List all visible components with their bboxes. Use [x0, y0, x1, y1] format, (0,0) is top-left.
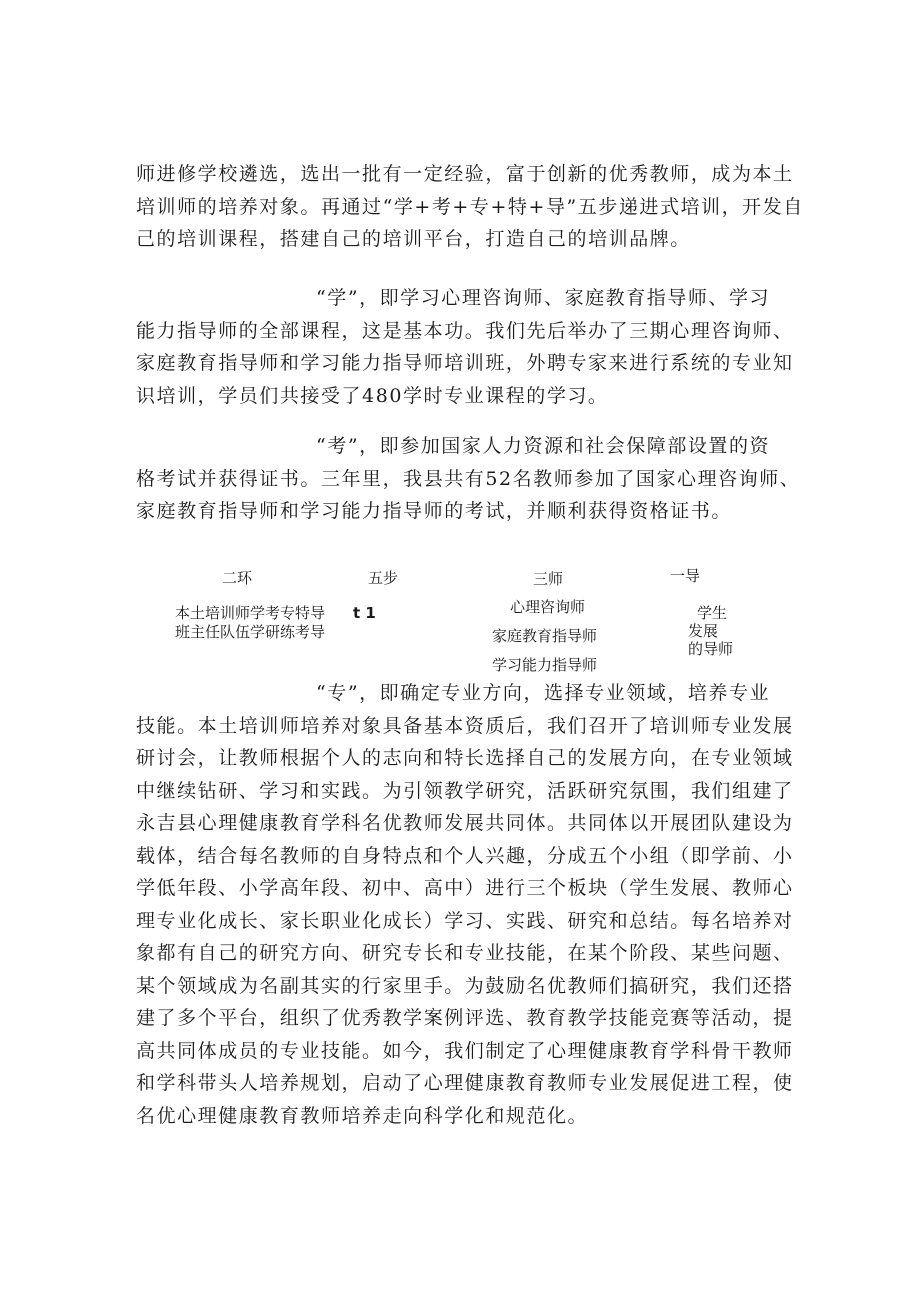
text-line: 家庭教育指导师和学习能力指导师培训班，外聘专家来进行系统的专业知: [136, 352, 794, 374]
diagram-teacher-psych: 心理咨询师: [510, 598, 586, 616]
diagram-heading-two-rings: 二环: [222, 569, 253, 587]
paragraph-kao: [136, 430, 801, 528]
text-line: 技能。本土培训师培养对象具备基本资质后，我们召开了培训师专业发展: [136, 714, 794, 737]
text-line: 建了多个平台，组织了优秀教学案例评选、教育教学技能竞赛等活动，提: [136, 1007, 794, 1029]
text-line: 研讨会，让教师根据个人的志向和特长选择自己的发展方向，在专业领域: [136, 747, 794, 769]
text-line: 学低年段、小学高年段、初中、高中）进行三个板块（学生发展、教师心: [136, 877, 794, 899]
text-line: “学”，即学习心理咨询师、家庭教育指导师、学习: [316, 287, 771, 309]
diagram-guide-line3: 的导师: [688, 640, 734, 658]
text-line: 和学科带头人培养规划，启动了心理健康教育教师专业发展促进工程，使: [136, 1072, 794, 1094]
diagram-row-mark: t 1: [353, 604, 376, 622]
diagram-teacher-family: 家庭教育指导师: [492, 627, 598, 645]
text-line: 格考试并获得证书。三年里，我县共有52名教师参加了国家心理咨询师、: [136, 467, 801, 490]
diagram-teacher-learning: 学习能力指导师: [492, 656, 598, 674]
text-line: 载体，结合每名教师的自身特点和个人兴趣，分成五个小组（即学前、小: [136, 844, 794, 867]
text-line: 己的培训课程，搭建自己的培训平台，打造自己的培训品牌。: [136, 228, 691, 250]
text-line: 能力指导师的全部课程，这是基本功。我们先后举办了三期心理咨询师、: [136, 319, 794, 342]
text-line: “专”，即确定专业方向，选择专业领域，培养专业: [316, 682, 771, 704]
text-line: 象都有自己的研究方向、研究专长和专业技能，在某个阶段、某些问题、: [136, 942, 794, 964]
text-line: 师进修学校遴选，选出一批有一定经验，富于创新的优秀教师，成为本土: [136, 163, 794, 185]
text-line: 理专业化成长、家长职业化成长）学习、实践、研究和总结。每名培养对: [136, 909, 794, 932]
diagram-heading-three-teachers: 三师: [533, 570, 564, 588]
diagram-row-trainers: 本土培训师学考专特导: [175, 604, 326, 622]
text-line: 名优心理健康教育教师培养走向科学化和规范化。: [136, 1104, 589, 1127]
paragraph-intro: [136, 158, 804, 256]
text-line: 家庭教育指导师和学习能力指导师的考试，并顺利获得资格证书。: [136, 500, 732, 522]
text-line: 识培训，学员们共接受了480学时专业课程的学习。: [136, 384, 609, 407]
text-line: “考”，即参加国家人力资源和社会保障部设置的资: [316, 435, 771, 457]
text-line: 高共同体成员的专业技能。如今，我们制定了心理健康教育学科骨干教师: [136, 1039, 794, 1062]
text-line: 中继续钻研、学习和实践。为引领教学研究，活跃研究氛围，我们组建了: [136, 779, 794, 802]
paragraph-zhuan: [136, 677, 794, 1132]
diagram-heading-one-guide: 一导: [670, 567, 701, 585]
diagram-heading-five-steps: 五步: [368, 569, 399, 587]
text-line: 培训师的培养对象。再通过“学+考+专+特+导”五步递进式培训，开发自: [136, 195, 804, 218]
diagram-row-class-teachers: 班主任队伍学研练考导: [175, 623, 326, 641]
text-line: 永吉县心理健康教育学科名优教师发展共同体。共同体以开展团队建设为: [136, 812, 794, 834]
paragraph-xue: [136, 282, 794, 412]
text-line: 某个领域成为名副其实的行家里手。为鼓励名优教师们搞研究，我们还搭: [136, 974, 794, 997]
diagram-guide-line1: 学生: [697, 604, 728, 622]
diagram-guide-line2: 发展: [688, 622, 719, 640]
